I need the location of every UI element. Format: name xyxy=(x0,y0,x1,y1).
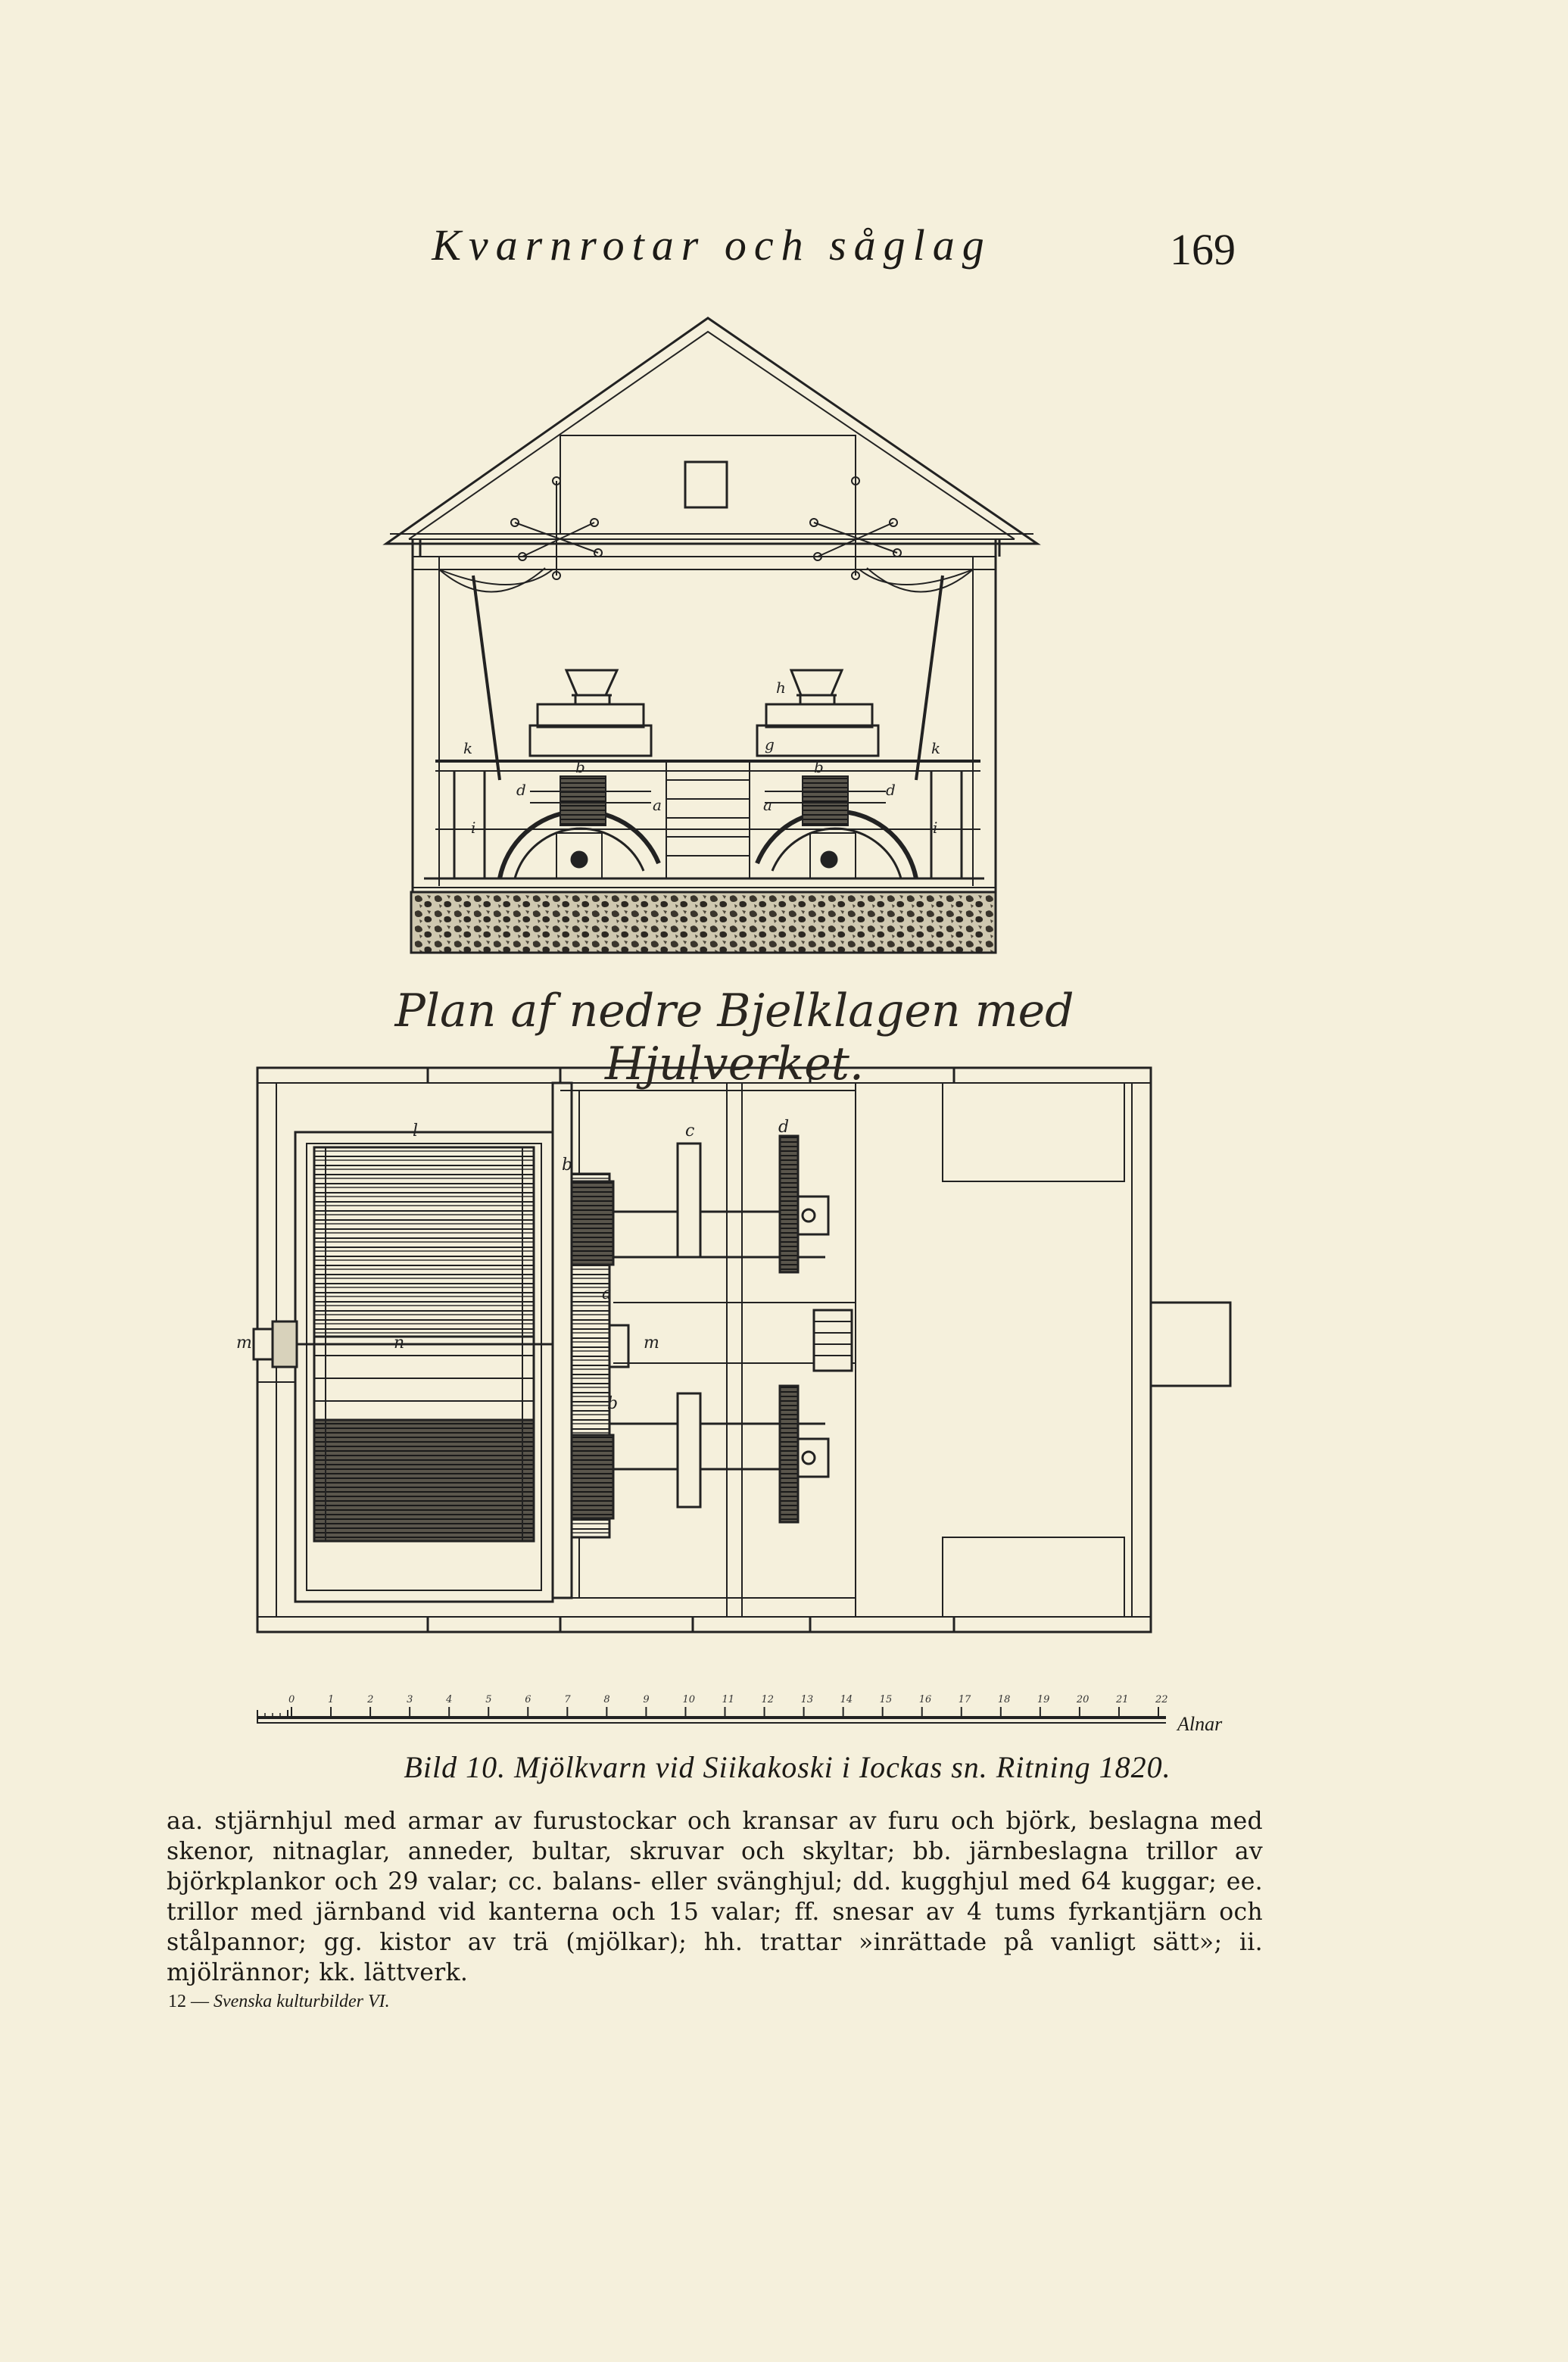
label-i-right: i xyxy=(933,819,938,837)
scale-bar xyxy=(257,1707,1166,1724)
scale-tick-label: 5 xyxy=(485,1694,492,1705)
label-b-plan-top: b xyxy=(562,1156,573,1175)
scale-tick-label: 22 xyxy=(1155,1694,1168,1705)
scale-tick-label: 7 xyxy=(564,1694,571,1705)
scale-tick-label: 15 xyxy=(879,1694,893,1705)
label-i-left: i xyxy=(471,819,476,837)
sheet-number: 12 xyxy=(168,1992,186,2011)
label-d-right: d xyxy=(886,781,896,799)
label-g: g xyxy=(765,735,775,754)
label-a-right: a xyxy=(763,796,772,814)
scale-tick-label: 8 xyxy=(603,1694,610,1705)
hopper-left xyxy=(530,670,651,756)
scale-labels xyxy=(288,1694,1168,1705)
label-n: n xyxy=(394,1334,405,1353)
scale-tick-label: 1 xyxy=(328,1694,335,1705)
scale-tick-label: 13 xyxy=(800,1694,814,1705)
hopper-right xyxy=(757,670,878,756)
scale-tick-label: 2 xyxy=(367,1694,374,1705)
scale-unit: Alnar xyxy=(1177,1713,1223,1735)
scale-tick-label: 6 xyxy=(525,1694,531,1705)
label-b-right: b xyxy=(814,758,824,776)
elevation-roof xyxy=(386,318,1037,544)
scale-ticks xyxy=(291,1707,1158,1718)
hand-wheel-right xyxy=(810,477,901,579)
label-d-plan: d xyxy=(778,1118,790,1137)
scale-tick-label: 12 xyxy=(761,1694,775,1705)
label-m-right: m xyxy=(644,1334,659,1353)
scale-tick-label: 11 xyxy=(722,1694,735,1705)
scale-tick-label: 19 xyxy=(1037,1694,1050,1705)
scale-tick-label: 18 xyxy=(997,1694,1011,1705)
label-k-right: k xyxy=(931,739,941,757)
plan-title: Plan af nedre Bjelklagen med Hjulverket. xyxy=(394,984,1074,1091)
scale-tick-label: 9 xyxy=(643,1694,650,1705)
label-c: c xyxy=(685,1122,695,1140)
scale-tick-label: 17 xyxy=(958,1694,971,1705)
elevation-stairs xyxy=(666,761,750,878)
figure-caption-title: Bild 10. Mjölkvarn vid Siikakoski i Iockas sn. Ritning 1820. xyxy=(404,1750,1171,1784)
plan-gear-train xyxy=(553,1083,856,1617)
stone-foundation xyxy=(411,892,996,953)
scale-tick-label: 16 xyxy=(918,1694,932,1705)
scale-tick-label: 20 xyxy=(1076,1694,1089,1705)
scale-tick-label: 3 xyxy=(407,1694,413,1705)
label-a-plan: a xyxy=(602,1284,613,1303)
series-title: Svenska kulturbilder VI. xyxy=(214,1992,390,2011)
footer-signature xyxy=(168,1992,390,2012)
label-l: l xyxy=(413,1122,419,1140)
hand-wheel-left xyxy=(511,477,602,579)
running-title: Kvarnrotar och såglag xyxy=(432,220,992,270)
mill-elevation xyxy=(386,318,1037,953)
label-h: h xyxy=(776,679,786,697)
footer-dash: — xyxy=(191,1992,209,2011)
scale-tick-label: 4 xyxy=(446,1694,453,1705)
label-d-left: d xyxy=(516,781,526,799)
scale-tick-label: 14 xyxy=(840,1694,853,1705)
page-number: 169 xyxy=(1170,225,1236,274)
figure-caption-body: aa. stjärnhjul med armar av furustockar och kransar av furu och björk, beslagna med skenor, nitnaglar, anneder, bultar, skruvar och skyltar; bb. järnbeslagna trillor av björkplankor och 29 valar; cc. balans- eller svänghjul; dd. kugghjul med 64 kuggar; ee. trillor med järnband vid kanterna och 15 valar; ff. snesar av 4 tums fyrkantjärn och stålpannor; gg. kistor av trä (mjölkar); hh. trattar »inrättade på vanligt sätt»; ii. mjölrännor; kk. lättverk. xyxy=(167,1808,1263,1986)
scale-tick-label: 0 xyxy=(288,1694,295,1705)
scale-tick-label: 10 xyxy=(682,1694,696,1705)
scale-tick-label: 21 xyxy=(1115,1694,1129,1705)
label-k-left: k xyxy=(463,739,473,757)
label-b-plan-bottom: b xyxy=(607,1394,619,1413)
label-a-left: a xyxy=(653,796,662,814)
label-b-left: b xyxy=(575,758,585,776)
label-m-left: m xyxy=(236,1334,252,1353)
